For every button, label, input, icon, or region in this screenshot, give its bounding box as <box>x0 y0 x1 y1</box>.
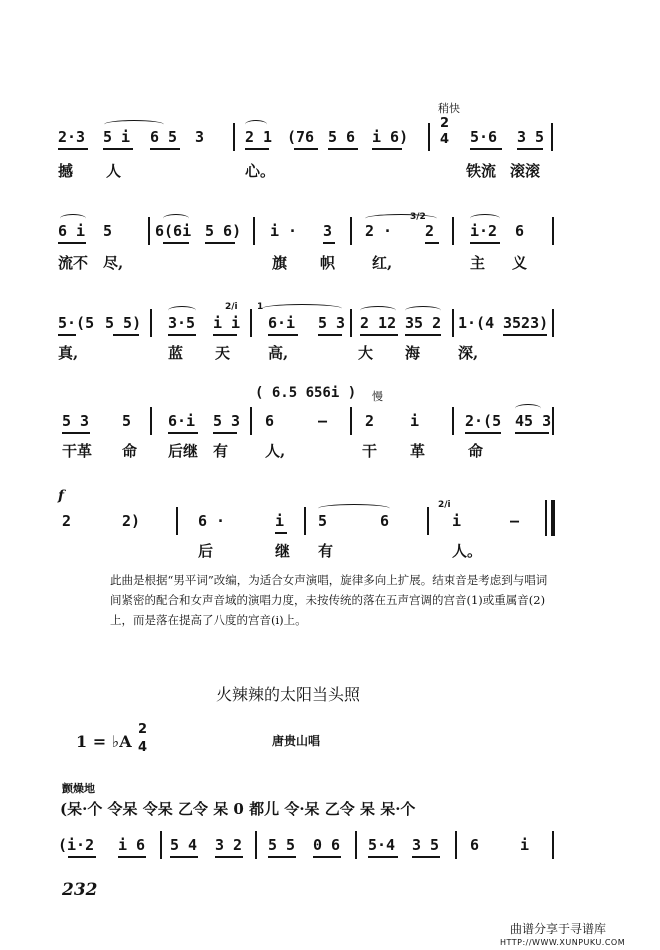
beam <box>150 148 180 150</box>
note: 3·5 <box>168 314 196 332</box>
lyric: 后继 <box>168 442 199 460</box>
grace-note: 3/2 <box>410 212 426 222</box>
beam <box>328 148 358 150</box>
beam <box>465 432 501 434</box>
beam <box>275 532 287 534</box>
barline <box>552 831 554 859</box>
barline <box>250 309 252 337</box>
note: 2 12 <box>360 314 397 332</box>
beam <box>58 148 88 150</box>
note: — <box>318 412 328 430</box>
lyric-row-2 <box>0 252 660 292</box>
beam <box>58 242 86 244</box>
slur <box>360 306 396 315</box>
note: 5·4 <box>368 836 396 854</box>
lyric: 尽, <box>103 254 124 272</box>
note: 5 6) <box>205 222 242 240</box>
lyric: 帜 <box>320 254 336 272</box>
beam <box>215 856 243 858</box>
song-title: 火辣辣的太阳当头照 <box>216 685 361 704</box>
note: 5·6 <box>470 128 498 146</box>
song-note-row <box>0 836 660 876</box>
lyric: 革 <box>410 442 426 460</box>
final-barline-thin <box>545 500 547 536</box>
time-signature-top: 2 <box>440 116 450 131</box>
slur <box>168 306 196 315</box>
beam <box>503 334 547 336</box>
beam <box>470 242 500 244</box>
note: 2 <box>425 222 435 240</box>
beam <box>213 334 237 336</box>
note: 5 5 <box>268 836 296 854</box>
grace-note: 2/i <box>438 500 451 510</box>
note: 5 6 <box>328 128 356 146</box>
barline <box>255 831 257 859</box>
barline <box>304 507 306 535</box>
annotation-paragraph: 此曲是根据“男平词”改编，为适合女声演唱，旋律多向上扩展。结束音是考虑到与唱词间紧密的配合和女声音域的演唱力度，未按传统的落在五声宫调的宫音(1)或重属音(2)上，而是落在提高了八度的宫音(i)上。 <box>110 573 548 627</box>
note: 3 <box>195 128 205 146</box>
lyric: 人 <box>106 162 122 180</box>
slur <box>515 404 541 413</box>
beam <box>412 856 440 858</box>
note: 6 <box>515 222 525 240</box>
song-singer: 唐贵山唱 <box>272 734 321 748</box>
lyric: 命 <box>122 442 138 460</box>
note: i · <box>270 222 298 240</box>
lyric: 干革 <box>62 442 93 460</box>
barline <box>150 407 152 435</box>
slur <box>163 214 189 223</box>
note: 6 <box>470 836 480 854</box>
barline <box>253 217 255 245</box>
barline <box>160 831 162 859</box>
barline <box>452 217 454 245</box>
grace-note: 1 <box>257 302 264 312</box>
beam <box>405 334 441 336</box>
barline <box>350 309 352 337</box>
beam <box>168 432 198 434</box>
slur <box>405 306 441 315</box>
barline <box>428 123 430 151</box>
lyric: 义 <box>512 254 528 272</box>
beam <box>372 148 402 150</box>
beam <box>360 334 398 336</box>
slur <box>262 304 342 313</box>
beam <box>163 242 189 244</box>
barline <box>552 407 554 435</box>
note: i <box>520 836 530 854</box>
note: 5 4 <box>170 836 198 854</box>
beam <box>245 148 269 150</box>
beam <box>515 432 549 434</box>
note: 6·i <box>268 314 296 332</box>
lyric: 铁流 <box>466 162 497 180</box>
beam <box>118 856 146 858</box>
beam <box>268 334 298 336</box>
lyric: 人, <box>265 442 286 460</box>
beam <box>313 856 341 858</box>
lyric: 后 <box>198 542 214 560</box>
note: 2 1 <box>245 128 273 146</box>
slur <box>60 214 86 223</box>
beam <box>113 334 139 336</box>
note: i 6) <box>372 128 409 146</box>
beam <box>323 242 335 244</box>
barline <box>452 407 454 435</box>
note: 6(6i <box>155 222 192 240</box>
note: 5 <box>103 222 113 240</box>
song-time-top: 2 <box>138 722 148 737</box>
slur <box>365 214 437 223</box>
lyric: 天 <box>215 344 231 362</box>
beam <box>268 856 296 858</box>
note: 2 · <box>365 222 393 240</box>
slur <box>104 120 164 129</box>
note: 5 <box>318 512 328 530</box>
lyric: 继 <box>275 542 291 560</box>
note: 2 <box>62 512 72 530</box>
note: (i·2 <box>58 836 95 854</box>
barline <box>350 217 352 245</box>
barline <box>452 309 454 337</box>
grace-note: 2/i <box>225 302 238 312</box>
lyric: 干 <box>362 442 378 460</box>
barline <box>250 407 252 435</box>
note: 6·i <box>168 412 196 430</box>
beam <box>294 148 318 150</box>
note: 6 <box>265 412 275 430</box>
lyric-row-3 <box>0 342 660 382</box>
lyric: 高, <box>268 344 289 362</box>
song-time-bottom: 4 <box>138 740 148 755</box>
note: 6 5 <box>150 128 178 146</box>
lyric: 命 <box>468 442 484 460</box>
note: i <box>275 512 285 530</box>
dynamics-forte: f <box>58 488 65 504</box>
beam <box>470 148 502 150</box>
page-number: 232 <box>62 880 98 900</box>
beam <box>425 242 439 244</box>
note: 3 <box>323 222 333 240</box>
slur <box>245 120 267 129</box>
beam <box>168 334 196 336</box>
beam <box>103 148 133 150</box>
barline <box>355 831 357 859</box>
final-barline-thick <box>551 500 555 536</box>
beam <box>368 856 398 858</box>
note: 2·3 <box>58 128 86 146</box>
note: 5 3 <box>213 412 241 430</box>
barline <box>233 123 235 151</box>
note: 45 3 <box>515 412 552 430</box>
beam <box>170 856 198 858</box>
note: 6 · <box>198 512 226 530</box>
note: 3 5 <box>517 128 545 146</box>
note: 3 5 <box>412 836 440 854</box>
key-signature: 1 = ♭A <box>76 732 132 751</box>
lyric: 有 <box>318 542 334 560</box>
note: 2) <box>122 512 141 530</box>
lyric: 深, <box>458 344 479 362</box>
note: 5 <box>122 412 132 430</box>
note: i <box>452 512 462 530</box>
watermark-title: 曲谱分享于寻谱库 <box>510 922 607 936</box>
barline <box>350 407 352 435</box>
lyric: 人。 <box>452 542 483 560</box>
tempo-marking: 稍快 <box>438 102 460 115</box>
beam <box>62 432 90 434</box>
barline <box>176 507 178 535</box>
note: 6 i <box>58 222 86 240</box>
note: — <box>510 512 520 530</box>
lyric: 有 <box>213 442 229 460</box>
note: 2·(5 <box>465 412 502 430</box>
barline <box>148 217 150 245</box>
beam <box>318 334 342 336</box>
lyric-row-1 <box>0 160 660 200</box>
note: 2 <box>365 412 375 430</box>
slur <box>318 504 390 513</box>
lyric: 蓝 <box>168 344 184 362</box>
barline <box>455 831 457 859</box>
lyric: 滚滚 <box>510 162 541 180</box>
beam <box>517 148 543 150</box>
note: i <box>410 412 420 430</box>
note: 1·(4 <box>458 314 495 332</box>
lyric: 海 <box>405 344 421 362</box>
note: 3523) <box>503 314 549 332</box>
note: (76 <box>287 128 315 146</box>
lyric: 撼 <box>58 162 74 180</box>
note: 5·(5 <box>58 314 95 332</box>
note: 3 2 <box>215 836 243 854</box>
watermark-url: HTTP://WWW.XUNPUKU.COM <box>500 938 626 947</box>
note: 5 3 <box>62 412 90 430</box>
barline <box>552 309 554 337</box>
note: 0 6 <box>313 836 341 854</box>
time-signature-bottom: 4 <box>440 132 450 147</box>
barline <box>150 309 152 337</box>
barline <box>552 217 554 245</box>
song-vocable-line: (呆·个 令呆 令呆 乙令 呆 0 都儿 令·呆 乙令 呆 呆·个 <box>60 800 416 818</box>
lyric: 心。 <box>245 162 276 180</box>
beam <box>68 856 96 858</box>
lyric: 旗 <box>272 254 288 272</box>
note: 5 i <box>103 128 131 146</box>
note: i i <box>213 314 241 332</box>
interlude-marking: ( 6.5 656i ) <box>255 385 357 401</box>
note: 5 5) <box>105 314 142 332</box>
lyric: 红, <box>372 254 393 272</box>
beam <box>213 432 237 434</box>
barline <box>551 123 553 151</box>
lyric: 主 <box>470 254 486 272</box>
lyric: 流不 <box>58 254 89 272</box>
note: 5 3 <box>318 314 346 332</box>
note: 6 <box>380 512 390 530</box>
slow-marking: 慢 <box>372 390 383 403</box>
slur <box>470 214 500 223</box>
note: i·2 <box>470 222 498 240</box>
beam <box>205 242 235 244</box>
note: 35 2 <box>405 314 442 332</box>
beam <box>58 334 76 336</box>
lyric: 大 <box>358 344 374 362</box>
note: i 6 <box>118 836 146 854</box>
lyric-row-4 <box>0 440 660 480</box>
song-expression: 颤燥地 <box>62 782 95 795</box>
lyric: 真, <box>58 344 79 362</box>
barline <box>427 507 429 535</box>
